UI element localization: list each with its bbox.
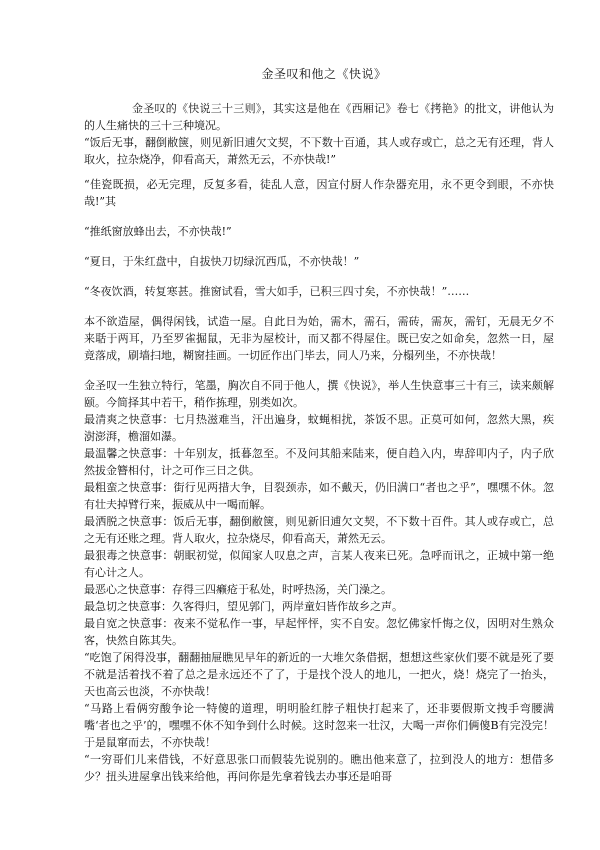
about-paragraph: 金圣叹一生独立特行，笔墨，胸次自不同于他人，撰《快说》，举人生快意事三十有三，读来颇解颐。今简择其中若干，稍作拣理，别类如次。 [84, 379, 554, 409]
quote-paragraph: “夏日，于朱红盘中，自拔快刀切绿沉西瓜，不亦快哉！” [84, 255, 360, 268]
document-title: 金圣叹和他之《快说》 [261, 67, 387, 81]
quote-paragraph: “佳瓷既损，必无完理，反复多看，徒乱人意，因宣付厨人作杂器充用，永不更令到眼，不亦快哉!”其 [84, 178, 554, 208]
list-item: 最恶心之快意事：存得三四癞疮于私处，时呼热汤，关门澡之。 [84, 583, 392, 596]
list-item: 最清爽之快意事：七月热滋难当，汗出遍身，蚊蝇相扰，茶饭不思。正莫可如何，忽然大黑，疾澍澎湃，檐溜如瀑。 [84, 413, 554, 443]
list-item: 最狠毒之快意事：朝眠初觉，似闻家人叹息之声，言某人夜来已死。急呼而讯之，正城中第一绝有心计之人。 [84, 549, 554, 579]
list-item: 最温馨之快意事：十年别友，抵暮忽至。不及问其船来陆来，便自趋入内，卑辞叩内子，内子欣然拔金簪相付，计之可作三日之供。 [84, 447, 554, 477]
house-paragraph: 本不欲造屋，偶得闲钱，试造一屋。自此日为始，需木，需石，需砖，需灰，需钉，无晨无夕不来聒于两耳，乃至罗雀掘鼠，无非为屋校计，而又都不得屋住。既已安之如命矣，忽然一日，屋竟落成，刷墙扫地，糊窗挂画。一切匠作出门毕去，同人乃来，分榻列坐，不亦快哉！ [84, 315, 554, 362]
quote-paragraph: “冬夜饮酒，转复寒甚。推窗试看，雪大如手，已积三四寸矣，不亦快哉！”…… [84, 285, 470, 298]
list-item: 最急切之快意事：久客得归，望见郭门，两岸童妇皆作故乡之声。 [84, 600, 403, 613]
modern-paragraph: “马路上看俩穷酸争论一特傻的道理，明明脸红脖子粗快打起来了，还非要假斯文拽手弯腰满嘴‘者也之乎’的，嘿嘿不休不知争到什么时候。这时忽来一壮汉，大喝一声你们俩傻B有完没完！于是鼠窜而去，不亦快哉！ [84, 702, 554, 749]
modern-paragraph: “一穷哥们儿来借钱，不好意思张口而假装先说别的。瞧出他来意了，拉到没人的地方：想借多少？扭头进屋拿出钱来给他，再问你是先拿着钱去办事还是咱哥 [84, 753, 554, 783]
modern-paragraph: “吃饱了闲得没事，翻翻抽屉瞧见早年的新近的一大堆欠条借据，想想这些家伙们要不就是死了要不就是活着找不着了总之是永远还不了了，于是找个没人的地儿，一把火，烧！烧完了一抬头，天也高云也淡，不亦快哉！ [84, 651, 554, 698]
list-item: 最粗蛮之快意事：街行见两措大争，目裂颈赤，如不戴天，仍旧满口“者也之乎”，嘿嘿不休。忽有壮夫掉臂行来，振威从中一喝而解。 [84, 481, 554, 511]
quote-paragraph: “推纸窗放蜂出去，不亦快哉!” [84, 225, 232, 238]
intro-paragraph: 金圣叹的《快说三十三则》，其实这是他在《西厢记》卷七《拷艳》的批文，讲他认为的人生痛快的三十三种境况。 [84, 102, 554, 132]
list-item: 最自宽之快意事：夜来不觉私作一事，早起怦怦，实不自安。忽忆佛家忏悔之仪，因明对生熟众客，快然自陈其失。 [84, 617, 554, 647]
quote-paragraph: “饭后无事，翻倒敝箧，则见新旧逋欠文契，不下数十百通，其人或存或亡，总之无有还理，背人取火，拉杂烧净，仰看高天，萧然无云，不亦快哉!” [84, 136, 554, 166]
list-item: 最洒脱之快意事：饭后无事，翻倒敝箧，则见新旧逋欠文契，不下数十百件。其人或存或亡，总之无有还账之理。背人取火，拉杂烧尽，仰看高天，萧然无云。 [84, 515, 554, 545]
